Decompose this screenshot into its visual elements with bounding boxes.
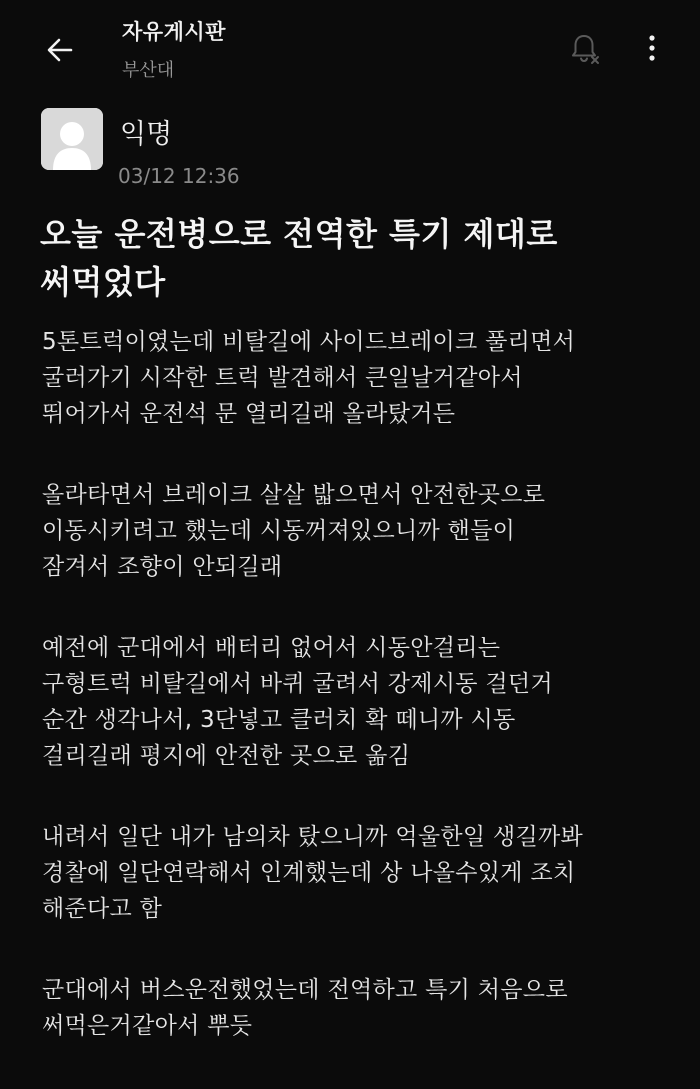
board-title: 자유게시판 [122, 20, 226, 44]
body-line: 올라타면서 브레이크 살살 밟으면서 안전한곳으로 [42, 482, 546, 508]
arrow-left-icon [44, 34, 76, 66]
body-line: 뛰어가서 운전석 문 열리길래 올라탔거든 [42, 401, 456, 427]
body-line: 써먹은거같아서 뿌듯 [42, 1013, 253, 1039]
body-line: 예전에 군대에서 배터리 없어서 시동안걸리는 [42, 635, 501, 661]
body-line: 이동시키려고 했는데 시동꺼져있으니까 핸들이 [42, 518, 516, 544]
body-line: 군대에서 버스운전했었는데 전역하고 특기 처음으로 [42, 977, 568, 1003]
back-button[interactable] [36, 28, 84, 72]
more-options-button[interactable] [630, 26, 674, 70]
post-paragraph [42, 972, 682, 1044]
body-line: 구형트럭 비탈길에서 바퀴 굴려서 강제시동 걸던거 [42, 671, 553, 697]
body-line: 잠겨서 조향이 안되길래 [42, 554, 283, 580]
top-app-bar [0, 0, 700, 96]
body-line: 순간 생각나서, 3단넣고 클러치 확 떼니까 시동 [42, 707, 516, 733]
notification-toggle-button[interactable] [562, 26, 606, 70]
author-name: 익명 [120, 119, 173, 150]
post-paragraph [42, 477, 682, 585]
default-profile-icon [41, 108, 103, 170]
post-timestamp: 03/12 12:36 [118, 164, 240, 188]
bell-off-icon [566, 30, 602, 66]
post-title-line: 오늘 운전병으로 전역한 특기 제대로 [40, 215, 558, 253]
body-line: 걸리길래 평지에 안전한 곳으로 옮김 [42, 743, 411, 769]
post-body [42, 324, 682, 1089]
post-paragraph [42, 819, 682, 927]
post-title [40, 210, 670, 306]
body-line: 내려서 일단 내가 남의차 탔으니까 억울한일 생길까봐 [42, 824, 584, 850]
body-line: 5톤트럭이였는데 비탈길에 사이드브레이크 풀리면서 [42, 329, 576, 355]
post-title-line: 써먹었다 [40, 263, 166, 301]
post-paragraph [42, 324, 682, 432]
school-name: 부산대 [122, 60, 175, 81]
body-line: 굴러가기 시작한 트럭 발견해서 큰일날거같아서 [42, 365, 523, 391]
body-line: 해준다고 함 [42, 896, 163, 922]
body-line: 경찰에 일단연락해서 인계했는데 상 나올수있게 조치 [42, 860, 576, 886]
avatar [41, 108, 103, 170]
more-vertical-icon [637, 33, 667, 63]
post-paragraph [42, 630, 682, 774]
